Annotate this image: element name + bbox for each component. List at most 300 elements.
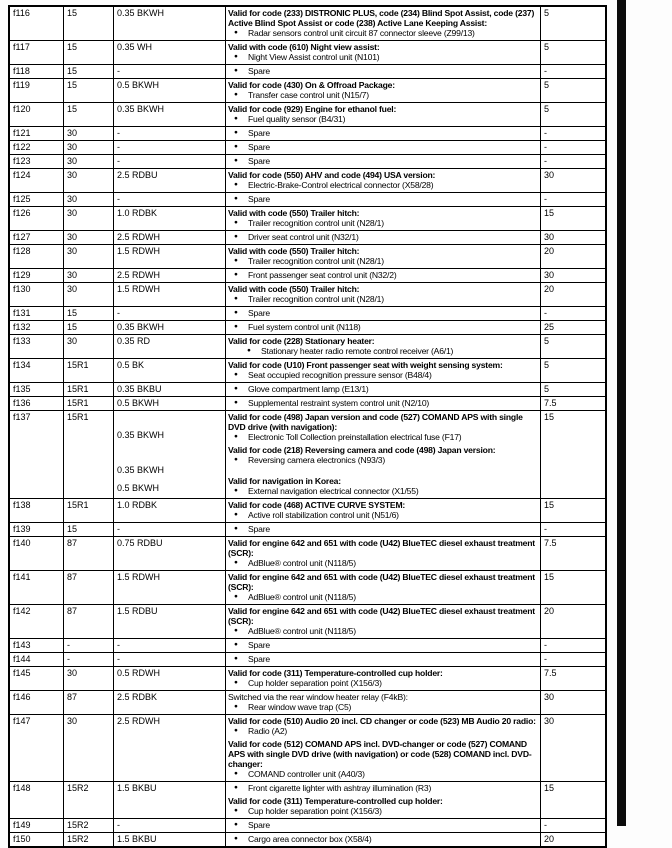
description-text: Electric-Brake-Control electrical connector (X58/28) xyxy=(248,180,434,190)
description-cell xyxy=(226,207,541,230)
wire-gauge-cell: - xyxy=(114,523,226,536)
fuse-id-cell: f142 xyxy=(10,605,64,638)
terminal-cell: 15R1 xyxy=(64,397,114,410)
wire-gauge-cell: 0.5 BKWH xyxy=(114,79,226,102)
description-text: Electronic Toll Collection preinstallation electrical fuse (F17) xyxy=(248,432,462,442)
description-cell xyxy=(226,819,541,832)
bullet-icon: ● xyxy=(234,727,238,734)
fuse-id-cell: f124 xyxy=(10,169,64,192)
description-cell xyxy=(226,193,541,206)
bullet-icon: ● xyxy=(234,67,238,74)
table-row xyxy=(10,126,605,140)
description-text: Reversing camera electronics (N93/3) xyxy=(248,455,386,465)
wire-gauge-cell: - xyxy=(114,307,226,320)
description-heading: Valid for engine 642 and 651 with code (U42) BlueTEC diesel exhaust treatment (SCR): xyxy=(228,572,535,592)
fuse-id-cell: f134 xyxy=(10,359,64,382)
description-text: AdBlue® control unit (N118/5) xyxy=(248,626,356,636)
description-cell xyxy=(226,667,541,690)
wire-gauge-cell: 0.5 RDWH xyxy=(114,667,226,690)
amperage-cell: 5 xyxy=(544,336,550,346)
table-row xyxy=(10,168,605,192)
description-heading: Valid for code (218) Reversing camera and code (498) Japan version: xyxy=(228,445,496,455)
fuse-id-cell: f126 xyxy=(10,207,64,230)
description-bullet-item xyxy=(228,218,537,228)
table-row xyxy=(10,192,605,206)
fuse-id-cell: f146 xyxy=(10,691,64,714)
amperage-cell: 7.5 xyxy=(544,398,557,408)
description-text: Trailer recognition control unit (N28/1) xyxy=(248,294,384,304)
terminal-cell: - xyxy=(64,653,114,666)
bullet-icon: ● xyxy=(234,456,238,463)
bullet-icon: ● xyxy=(234,399,238,406)
description-text: Night View Assist control unit (N101) xyxy=(248,52,380,62)
description-heading: Valid for code (929) Engine for ethanol fuel: xyxy=(228,104,397,114)
description-bullet-item xyxy=(228,524,537,534)
description-heading: Valid for code (U10) Front passenger seat with weight sensing system: xyxy=(228,360,503,370)
wire-gauge-cell: 2.5 RDWH xyxy=(114,715,226,781)
wire-gauge-cell: 0.35 WH xyxy=(114,41,226,64)
bullet-icon: ● xyxy=(234,511,238,518)
bullet-icon: ● xyxy=(234,559,238,566)
description-heading: Valid for code (311) Temperature-controlled cup holder: xyxy=(228,796,443,806)
terminal-cell: - xyxy=(64,639,114,652)
description-cell xyxy=(226,41,541,64)
description-heading: Valid for code (228) Stationary heater: xyxy=(228,336,375,346)
amperage-cell: - xyxy=(544,308,547,318)
description-cell xyxy=(226,639,541,652)
description-bullet-item xyxy=(228,52,537,62)
description-heading: Valid for code (468) ACTIVE CURVE SYSTEM: xyxy=(228,500,406,510)
amperage-cell: 30 xyxy=(544,692,555,702)
fuse-id-cell: f148 xyxy=(10,782,64,818)
wire-gauge-cell: 0.35 BKWH xyxy=(114,7,226,40)
description-cell xyxy=(226,245,541,268)
description-text: Spare xyxy=(248,654,270,664)
terminal-cell: 15 xyxy=(64,321,114,334)
fuse-id-cell: f137 xyxy=(10,411,64,498)
table-row xyxy=(10,570,605,604)
terminal-cell: 30 xyxy=(64,245,114,268)
description-cell xyxy=(226,397,541,410)
description-bullet-item xyxy=(228,28,537,38)
description-bullet-item xyxy=(228,558,537,568)
description-text: Fuel quality sensor (B4/31) xyxy=(248,114,346,124)
terminal-cell: 15R1 xyxy=(64,411,114,498)
amperage-cell: - xyxy=(544,128,547,138)
description-cell xyxy=(226,269,541,282)
wire-gauge-value: 0.35 BKWH xyxy=(117,430,165,440)
wire-gauge-cell: 1.5 BKBU xyxy=(114,782,226,818)
bullet-icon: ● xyxy=(234,627,238,634)
wire-gauge-cell: - xyxy=(114,65,226,78)
terminal-cell: 15 xyxy=(64,65,114,78)
description-text: Spare xyxy=(248,640,270,650)
fuse-id-cell: f120 xyxy=(10,103,64,126)
table-row xyxy=(10,522,605,536)
description-bullet-item xyxy=(228,308,537,318)
description-bullet-item xyxy=(228,726,537,736)
wire-gauge-cell: 2.5 RDBU xyxy=(114,169,226,192)
amperage-cell: - xyxy=(544,820,547,830)
table-row xyxy=(10,334,605,358)
description-cell xyxy=(226,321,541,334)
description-bullet-item xyxy=(228,294,537,304)
amperage-cell: 20 xyxy=(544,606,555,616)
terminal-cell: 30 xyxy=(64,231,114,244)
description-bullet-item xyxy=(228,486,537,496)
bullet-icon: ● xyxy=(234,433,238,440)
terminal-cell: 15 xyxy=(64,7,114,40)
description-text: Supplemental restraint system control unit (N2/10) xyxy=(248,398,430,408)
bullet-icon: ● xyxy=(234,233,238,240)
bullet-icon: ● xyxy=(234,157,238,164)
terminal-cell: 30 xyxy=(64,207,114,230)
wire-gauge-cell: 2.5 RDWH xyxy=(114,269,226,282)
description-cell xyxy=(226,833,541,846)
amperage-cell: 20 xyxy=(544,284,555,294)
wire-gauge-cell: 1.5 RDWH xyxy=(114,571,226,604)
wire-gauge-value: 0.35 BKWH xyxy=(117,465,165,475)
amperage-cell: 5 xyxy=(544,384,550,394)
description-bullet-item xyxy=(228,370,537,380)
description-heading: Valid for code (311) Temperature-controlled cup holder: xyxy=(228,668,443,678)
description-text: AdBlue® control unit (N118/5) xyxy=(248,592,356,602)
table-row xyxy=(10,638,605,652)
table-row xyxy=(10,781,605,818)
terminal-cell: 15R1 xyxy=(64,499,114,522)
terminal-cell: 15R1 xyxy=(64,359,114,382)
terminal-cell: 87 xyxy=(64,605,114,638)
description-cell xyxy=(226,127,541,140)
description-text: Fuel system control unit (N118) xyxy=(248,322,361,332)
table-row xyxy=(10,358,605,382)
fuse-id-cell: f138 xyxy=(10,499,64,522)
description-bullet-item xyxy=(228,834,537,844)
amperage-cell: - xyxy=(544,524,547,534)
table-row xyxy=(10,306,605,320)
amperage-cell: 25 xyxy=(544,322,555,332)
bullet-icon: ● xyxy=(234,271,238,278)
amperage-cell: 7.5 xyxy=(544,668,557,678)
terminal-cell: 15R2 xyxy=(64,833,114,846)
table-row xyxy=(10,244,605,268)
amperage-cell: - xyxy=(544,654,547,664)
bullet-icon: ● xyxy=(234,195,238,202)
wire-gauge-value: 0.5 BKWH xyxy=(117,483,160,493)
table-row xyxy=(10,652,605,666)
table-row xyxy=(10,410,605,498)
wire-gauge-cell: 2.5 RDWH xyxy=(114,231,226,244)
terminal-cell: 30 xyxy=(64,667,114,690)
terminal-cell: 87 xyxy=(64,571,114,604)
fuse-id-cell: f116 xyxy=(10,7,64,40)
amperage-cell: 30 xyxy=(544,270,555,280)
table-row xyxy=(10,498,605,522)
description-cell xyxy=(226,7,541,40)
table-row xyxy=(10,206,605,230)
amperage-cell: - xyxy=(544,142,547,152)
description-cell xyxy=(226,782,541,818)
terminal-cell: 30 xyxy=(64,169,114,192)
description-text: Spare xyxy=(248,820,270,830)
description-text: Transfer case control unit (N15/7) xyxy=(248,90,369,100)
description-bullet-item xyxy=(228,592,537,602)
description-text: Radar sensors control unit circuit 87 connector sleeve (Z99/13) xyxy=(248,28,475,38)
bullet-icon: ● xyxy=(234,219,238,226)
table-row xyxy=(10,396,605,410)
description-text: Front passenger seat control unit (N32/2) xyxy=(248,270,397,280)
fuse-id-cell: f132 xyxy=(10,321,64,334)
terminal-cell: 87 xyxy=(64,537,114,570)
description-cell xyxy=(226,141,541,154)
wire-gauge-cell: 1.5 RDWH xyxy=(114,245,226,268)
bullet-icon: ● xyxy=(234,770,238,777)
amperage-cell: 20 xyxy=(544,834,555,844)
fuse-id-cell: f118 xyxy=(10,65,64,78)
terminal-cell: 15R2 xyxy=(64,819,114,832)
fuse-id-cell: f143 xyxy=(10,639,64,652)
terminal-cell: 30 xyxy=(64,141,114,154)
wire-gauge-cell: - xyxy=(114,193,226,206)
amperage-cell: 5 xyxy=(544,8,550,18)
wire-gauge-cell: 1.5 RDWH xyxy=(114,283,226,306)
wire-gauge-cell: 0.35 BKBU xyxy=(114,383,226,396)
description-bullet-item xyxy=(228,432,537,442)
fuse-id-cell: f117 xyxy=(10,41,64,64)
bullet-icon: ● xyxy=(234,129,238,136)
table-row xyxy=(10,818,605,832)
description-bullet-item xyxy=(228,142,537,152)
description-bullet-item xyxy=(228,232,537,242)
bullet-icon: ● xyxy=(234,821,238,828)
amperage-cell: 30 xyxy=(544,232,555,242)
amperage-cell: 30 xyxy=(544,170,555,180)
description-bullet-item xyxy=(228,398,537,408)
description-cell xyxy=(226,383,541,396)
description-text: AdBlue® control unit (N118/5) xyxy=(248,558,356,568)
table-row xyxy=(10,40,605,64)
description-bullet-item xyxy=(228,180,537,190)
description-bullet-item xyxy=(228,702,537,712)
description-text: Spare xyxy=(248,308,270,318)
description-heading: Valid with code (550) Trailer hitch: xyxy=(228,208,360,218)
wire-gauge-cell: - xyxy=(114,155,226,168)
description-bullet-item xyxy=(228,806,537,816)
amperage-cell: 15 xyxy=(544,500,555,510)
terminal-cell: 30 xyxy=(64,715,114,781)
description-text: Glove compartment lamp (E13/1) xyxy=(248,384,369,394)
wire-gauge-cell: 1.5 RDBU xyxy=(114,605,226,638)
description-bullet-item xyxy=(228,769,537,779)
table-row xyxy=(10,666,605,690)
fuse-id-cell: f133 xyxy=(10,335,64,358)
description-text: COMAND controller unit (A40/3) xyxy=(248,769,365,779)
description-cell xyxy=(226,571,541,604)
table-row xyxy=(10,64,605,78)
wire-gauge-cell: - xyxy=(114,819,226,832)
wire-gauge-cell: 0.35 BKWH xyxy=(114,321,226,334)
description-text: Cup holder separation point (X156/3) xyxy=(248,806,382,816)
description-bullet-item xyxy=(228,90,537,100)
description-cell xyxy=(226,307,541,320)
table-row xyxy=(10,832,605,846)
amperage-cell: 5 xyxy=(544,360,550,370)
fuse-id-cell: f140 xyxy=(10,537,64,570)
amperage-cell: - xyxy=(544,194,547,204)
bullet-icon: ● xyxy=(234,641,238,648)
description-cell xyxy=(226,359,541,382)
fuse-id-cell: f128 xyxy=(10,245,64,268)
bullet-icon: ● xyxy=(234,593,238,600)
bullet-icon: ● xyxy=(234,371,238,378)
description-bullet-item xyxy=(228,114,537,124)
fuse-id-cell: f122 xyxy=(10,141,64,154)
description-heading: Valid for code (550) AHV and code (494) USA version: xyxy=(228,170,436,180)
terminal-cell: 30 xyxy=(64,127,114,140)
description-text: Trailer recognition control unit (N28/1) xyxy=(248,256,384,266)
bullet-icon: ● xyxy=(234,309,238,316)
table-row xyxy=(10,604,605,638)
table-row xyxy=(10,268,605,282)
description-cell xyxy=(226,155,541,168)
bullet-icon: ● xyxy=(234,487,238,494)
bullet-icon: ● xyxy=(234,784,238,791)
description-text: Active roll stabilization control unit (N51/6) xyxy=(248,510,399,520)
fuse-id-cell: f121 xyxy=(10,127,64,140)
bullet-icon: ● xyxy=(234,53,238,60)
description-bullet-item xyxy=(228,678,537,688)
amperage-cell: 15 xyxy=(544,208,555,218)
terminal-cell: 15 xyxy=(64,79,114,102)
terminal-cell: 30 xyxy=(64,269,114,282)
terminal-cell: 15R1 xyxy=(64,383,114,396)
fuse-id-cell: f130 xyxy=(10,283,64,306)
wire-gauge-cell: - xyxy=(114,141,226,154)
fuse-id-cell: f150 xyxy=(10,833,64,846)
description-bullet-item xyxy=(228,270,537,280)
fuse-id-cell: f119 xyxy=(10,79,64,102)
wire-gauge-cell: 0.5 BKWH xyxy=(114,397,226,410)
table-row xyxy=(10,78,605,102)
bullet-icon: ● xyxy=(234,181,238,188)
description-cell xyxy=(226,79,541,102)
wire-gauge-cell: 0.35 RD xyxy=(114,335,226,358)
description-cell xyxy=(226,65,541,78)
bullet-icon: ● xyxy=(234,323,238,330)
fuse-id-cell: f127 xyxy=(10,231,64,244)
table-row xyxy=(10,690,605,714)
fuse-id-cell: f139 xyxy=(10,523,64,536)
description-bullet-item xyxy=(228,384,537,394)
amperage-cell: 5 xyxy=(544,104,550,114)
description-text: Spare xyxy=(248,128,270,138)
description-cell xyxy=(226,537,541,570)
amperage-cell: - xyxy=(544,640,547,650)
terminal-cell: 15 xyxy=(64,307,114,320)
fuse-id-cell: f144 xyxy=(10,653,64,666)
fuse-id-cell: f149 xyxy=(10,819,64,832)
amperage-cell: - xyxy=(544,156,547,166)
wire-gauge-cell: 1.5 BKBU xyxy=(114,833,226,846)
description-cell xyxy=(226,283,541,306)
description-text: Driver seat control unit (N32/1) xyxy=(248,232,359,242)
amperage-cell: 20 xyxy=(544,246,555,256)
table-row xyxy=(10,154,605,168)
description-bullet-item xyxy=(228,346,537,356)
terminal-cell: 87 xyxy=(64,691,114,714)
bullet-icon: ● xyxy=(234,835,238,842)
bullet-icon: ● xyxy=(234,385,238,392)
description-text: External navigation electrical connector (X1/55) xyxy=(248,486,419,496)
bullet-icon: ● xyxy=(234,679,238,686)
wire-gauge-cell xyxy=(114,411,226,498)
terminal-cell: 15 xyxy=(64,41,114,64)
description-text: Stationary heater radio remote control receiver (A6/1) xyxy=(261,346,454,356)
description-text: Rear window wave trap (C5) xyxy=(248,702,352,712)
description-heading: Valid for code (510) Audio 20 incl. CD changer or code (523) MB Audio 20 radio: xyxy=(228,716,536,726)
terminal-cell: 30 xyxy=(64,335,114,358)
bullet-icon: ● xyxy=(234,29,238,36)
description-bullet-item xyxy=(228,156,537,166)
amperage-cell: 7.5 xyxy=(544,538,557,548)
amperage-cell: 5 xyxy=(544,80,550,90)
description-cell xyxy=(226,715,541,781)
description-text: Spare xyxy=(248,194,270,204)
description-text: Radio (A2) xyxy=(248,726,288,736)
description-heading: Valid for engine 642 and 651 with code (U42) BlueTEC diesel exhaust treatment (SCR): xyxy=(228,606,535,626)
description-heading: Valid for navigation in Korea: xyxy=(228,476,341,486)
description-bullet-item xyxy=(228,510,537,520)
scan-edge-bar xyxy=(617,0,626,826)
description-heading: Valid for engine 642 and 651 with code (U42) BlueTEC diesel exhaust treatment (SCR): xyxy=(228,538,535,558)
description-cell xyxy=(226,691,541,714)
description-heading: Valid with code (550) Trailer hitch: xyxy=(228,246,360,256)
description-bullet-item xyxy=(228,783,537,793)
description-bullet-item xyxy=(228,194,537,204)
description-text: Spare xyxy=(248,142,270,152)
description-bullet-item xyxy=(228,256,537,266)
table-row xyxy=(10,714,605,781)
wire-gauge-cell: 0.75 RDBU xyxy=(114,537,226,570)
description-heading: Valid for code (233) DISTRONIC PLUS, code (234) Blind Spot Assist, code (237) Active Blind Spot Assist or code (238) Active Lane Keeping Assist: xyxy=(228,8,535,28)
wire-gauge-cell: 1.0 RDBK xyxy=(114,499,226,522)
table-row xyxy=(10,536,605,570)
description-cell xyxy=(226,499,541,522)
table-row xyxy=(10,140,605,154)
description-bullet-item xyxy=(228,322,537,332)
description-text: Spare xyxy=(248,156,270,166)
fuse-id-cell: f123 xyxy=(10,155,64,168)
terminal-cell: 15R2 xyxy=(64,782,114,818)
table-row xyxy=(10,102,605,126)
terminal-cell: 15 xyxy=(64,523,114,536)
amperage-cell: 30 xyxy=(544,716,555,726)
amperage-cell: 5 xyxy=(544,42,550,52)
terminal-cell: 30 xyxy=(64,155,114,168)
amperage-cell: 15 xyxy=(544,572,555,582)
description-heading: Valid with code (610) Night view assist: xyxy=(228,42,380,52)
bullet-icon: ● xyxy=(234,257,238,264)
description-cell xyxy=(226,231,541,244)
terminal-cell: 30 xyxy=(64,193,114,206)
bullet-icon: ● xyxy=(234,703,238,710)
description-bullet-item xyxy=(228,654,537,664)
bullet-icon: ● xyxy=(234,91,238,98)
description-bullet-item xyxy=(228,455,537,465)
table-row xyxy=(10,282,605,306)
amperage-cell: - xyxy=(544,66,547,76)
description-bullet-item xyxy=(228,128,537,138)
